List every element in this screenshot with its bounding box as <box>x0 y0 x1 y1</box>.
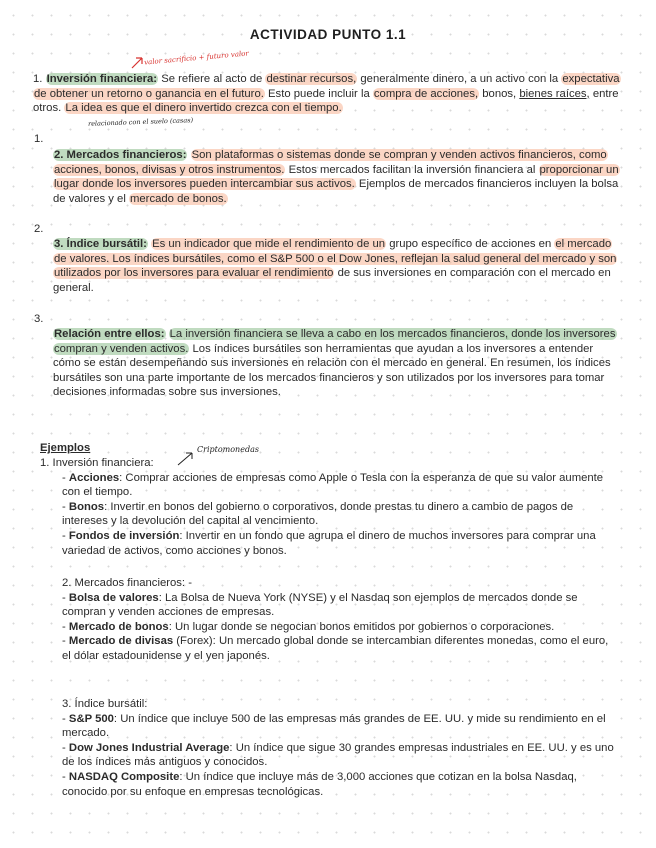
text-run: bonos, <box>479 87 520 100</box>
text-run: (Forex): Un mercado global donde se intercambian diferentes monedas, como el euro, el dólar estadounidense y el yen japonés. <box>62 635 609 662</box>
paragraph-relacion <box>53 327 623 400</box>
text-run: el mercado de valores. Los índices bursátiles, como el S&P 500 o el Dow Jones, reflejan la salud general del mercado y son utilizados por los inversores para evaluar el rendimiento <box>54 238 617 280</box>
text-run: - <box>62 712 69 725</box>
list-item <box>40 529 620 558</box>
text-run: entre otros. <box>33 87 619 115</box>
text-run: Los índices bursátiles son herramientas que ayudan a los inversores a entender cómo se están desempeñando sus inversiones en relación con el mercado en general. En resumen, los índices bursátiles son una parte importante de los mercados financieros y son utilizados por los inversores para tomar decisiones informadas sobre sus inversiones. <box>53 342 611 399</box>
text-run: : Un índice que incluye más de 3,000 acciones que cotizan en la bolsa Nasdaq, conocido por su enfoque en empresas tecnológicas. <box>62 770 577 798</box>
text-run: - <box>62 620 69 633</box>
bold-term: Mercado de bonos <box>68 620 169 633</box>
text-run: La idea es que el dinero invertido crezca con el tiempo. <box>65 102 342 115</box>
paragraph-indice-bursatil <box>53 237 623 295</box>
text-run: : Un índice que sigue 30 grandes empresas industriales en EE. UU. y es uno de los índices más antiguos y conocidos. <box>62 741 614 769</box>
item-number: 1. <box>33 73 43 85</box>
list-item <box>40 500 620 529</box>
list-item <box>40 471 620 500</box>
section-mark: 3. <box>34 313 44 325</box>
bold-term: Acciones <box>68 471 120 484</box>
text-run: - <box>62 591 69 604</box>
text-run: Estos mercados facilitan la inversión financiera al <box>285 163 539 176</box>
text-run: compra de acciones, <box>373 87 479 100</box>
text-run: Se refiere al acto de <box>158 73 266 85</box>
text-run: proporcionar un lugar donde los inversores pueden intercambiar sus activos. <box>54 163 619 191</box>
red-arrow-icon <box>132 58 142 68</box>
text-run: - <box>62 770 69 783</box>
text-run <box>53 238 148 250</box>
page-title: ACTIVIDAD PUNTO 1.1 <box>249 27 407 42</box>
text-run: bienes raíces, <box>519 87 590 100</box>
text-run: Son plataformas o sistemas donde se compran y venden activos financieros, como acciones, bonos, divisas y otros instrumentos. <box>54 149 607 176</box>
list-item <box>40 741 620 770</box>
group-heading: 1. Inversión financiera: <box>40 457 154 469</box>
text-run: Ejemplos de mercados financieros incluyen la bolsa de valores y el <box>53 178 619 205</box>
text-run: generalmente dinero, a un activo con la <box>357 73 562 85</box>
bold-term: Mercado de divisas <box>68 635 174 648</box>
bold-term: Bolsa de valores <box>68 591 159 604</box>
bold-term: Fondos de inversión <box>68 529 180 542</box>
text-run: - <box>62 741 69 754</box>
list-item <box>40 620 620 635</box>
text-run: : Invertir en bonos del gobierno o corporativos, donde prestas tu dinero a cambio de pagos de intereses y la devolución del capital al vencimiento. <box>62 500 574 528</box>
bold-term: S&P 500 <box>68 712 114 725</box>
text-run <box>53 149 187 161</box>
group-heading: 2. Mercados financieros: - <box>62 577 192 589</box>
term-relacion-entre-ellos: Relación entre ellos: <box>54 328 165 340</box>
term-inversion-financiera: Inversión financiera: <box>46 73 158 85</box>
text-run: expectativa de obtener un retorno o ganancia en el futuro. <box>34 73 620 100</box>
text-run: : Un lugar donde se negocian bonos emitidos por gobiernos o corporaciones. <box>168 620 555 633</box>
text-run: destinar recursos, <box>266 73 357 85</box>
text-run: - <box>62 471 69 484</box>
examples-group-2 <box>40 576 620 664</box>
list-item <box>40 591 620 620</box>
term-indice-bursatil: 3. Índice bursátil: <box>54 238 147 250</box>
text-run: : Invertir en un fondo que agrupa el dinero de muchos inversores para comprar una variedad de activos, como acciones y bonos. <box>62 529 596 557</box>
text-run: de sus inversiones en comparación con el mercado en general. <box>53 267 611 294</box>
text-run: mercado de bonos. <box>129 192 227 205</box>
text-run: Es un indicador que mide el rendimiento de un <box>152 238 386 250</box>
text-run: - <box>62 635 69 648</box>
group-heading: 3. Índice bursátil: <box>62 698 148 710</box>
section-mark: 2. <box>34 223 44 235</box>
examples-group-3 <box>40 697 620 799</box>
bold-term: Bonos <box>68 500 105 513</box>
text-run: : Comprar acciones de empresas como Apple o Tesla con la esperanza de que su valor aumente con el tiempo. <box>62 471 604 499</box>
text-run: grupo específico de acciones en <box>386 238 555 250</box>
paragraph-inversion-financiera <box>33 72 623 116</box>
section-mark: 1. <box>34 133 44 145</box>
paragraph-mercados-financieros <box>53 148 623 206</box>
text-run: : La Bolsa de Nueva York (NYSE) y el Nasdaq son ejemplos de mercados donde se compran y venden acciones de empresas. <box>62 591 578 619</box>
text-run: : Un índice que incluye 500 de las empresas más grandes de EE. UU. y mide su rendimiento en el mercado. <box>62 712 606 740</box>
list-item <box>40 770 620 799</box>
examples-group-1 <box>40 456 620 558</box>
term-mercados-financieros: 2. Mercados financieros: <box>54 149 187 161</box>
text-run: La inversión financiera se lleva a cabo en los mercados financieros, donde los inversores compran y venden activos. <box>54 328 616 355</box>
examples-title: Ejemplos <box>40 442 91 454</box>
bold-term: Dow Jones Industrial Average <box>68 741 230 754</box>
list-item <box>40 712 620 741</box>
bold-term: NASDAQ Composite <box>68 770 180 783</box>
text-run: Esto puede incluir la <box>264 87 373 100</box>
text-run <box>53 328 166 340</box>
text-run: - <box>62 500 69 513</box>
text-run: - <box>62 529 69 542</box>
handwritten-note-black: relacionado con el suelo (casas) <box>87 116 194 128</box>
handwritten-note-red: valor sacrificio + futuro valor <box>143 49 250 67</box>
list-item <box>40 634 620 663</box>
text-run <box>46 73 159 85</box>
handwritten-note-crypto: Criptomonedas <box>197 445 259 454</box>
